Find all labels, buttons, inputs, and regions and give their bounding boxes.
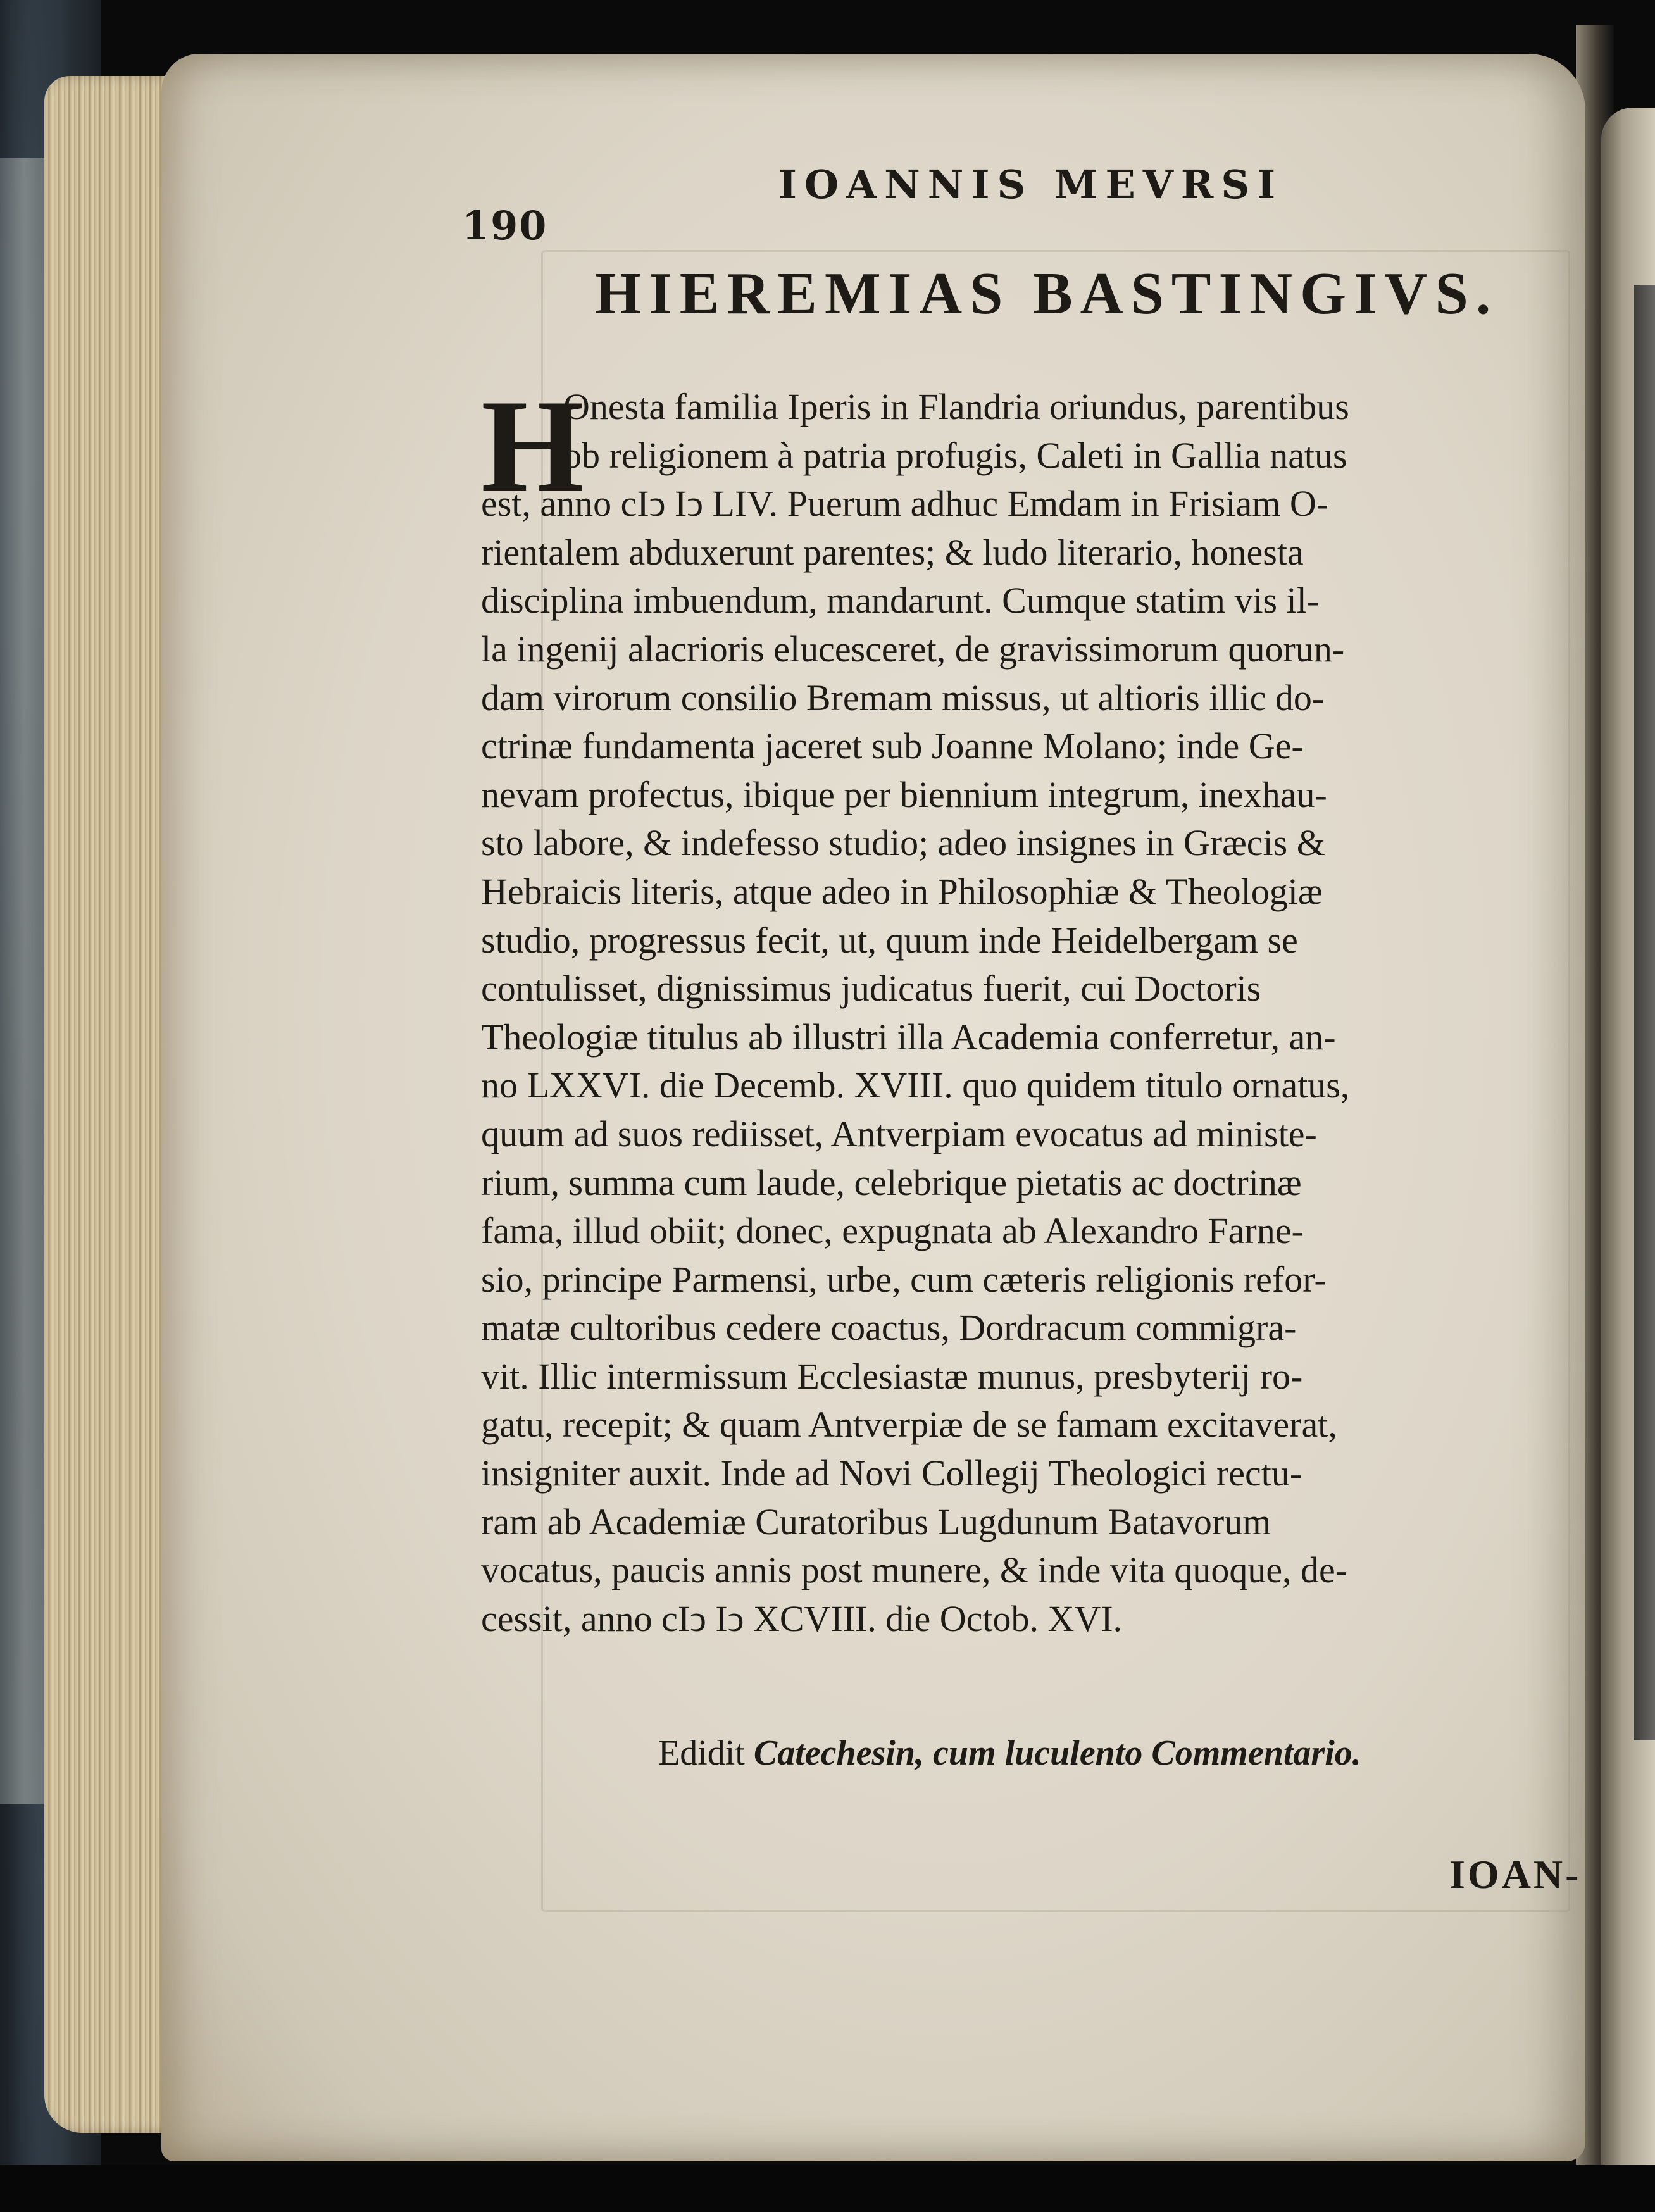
running-head (462, 152, 1386, 249)
body-line: ram ab Academiæ Curatoribus Lugdunum Batavorum (481, 1501, 1271, 1542)
body-line: dam virorum consilio Bremam missus, ut altioris illic do- (481, 677, 1325, 718)
edidit-note (658, 1733, 1361, 1773)
body-line: insigniter auxit. Inde ad Novi Collegij Theologici rectu- (481, 1453, 1302, 1494)
body-line: gatu, recepit; & quam Antverpiæ de se famam excitaverat, (481, 1404, 1337, 1446)
edidit-lead: Edidit (658, 1734, 754, 1773)
body-line: est, anno cIↄ Iↄ LIV. Puerum adhuc Emdam in Frisiam O- (481, 483, 1329, 525)
body-line: quum ad suos rediisset, Antverpiam evocatus ad ministe- (481, 1113, 1317, 1154)
edidit-work-title: Catechesin, cum luculento Commentario. (753, 1734, 1361, 1773)
body-line: cessit, anno cIↄ Iↄ XCVIII. die Octob. XVI. (481, 1597, 1123, 1639)
body-line: no LXXVI. die Decemb. XVIII. quo quidem titulo ornatus, (481, 1065, 1350, 1106)
body-line: ctrinæ fundamenta jaceret sub Joanne Molano; inde Ge- (481, 725, 1304, 767)
body-line: vit. Illic intermissum Ecclesiastæ munus, presbyterij ro- (481, 1355, 1303, 1397)
body-line: fama, illud obiit; donec, expugnata ab Alexandro Farne- (481, 1210, 1304, 1252)
body-line: nevam profectus, ibique per biennium integrum, inexhau- (481, 773, 1327, 815)
body-line: contulisset, dignissimus judicatus fuerit, cui Doctoris (481, 968, 1261, 1009)
body-line: rium, summa cum laude, celebrique pietatis ac doctrinæ (481, 1161, 1302, 1203)
bottom-shadow (0, 2165, 1655, 2212)
body-line: matæ cultoribus cedere coactus, Dordracum commigra- (481, 1307, 1297, 1349)
catchword: IOAN- (1449, 1852, 1582, 1897)
running-head-author: IOANNIS MEVRSI (778, 161, 1283, 208)
body-line: vocatus, paucis annis post munere, & inde vita quoque, de- (481, 1549, 1348, 1591)
article-title: HIEREMIAS BASTINGIVS. (595, 261, 1499, 327)
body-line: rientalem abduxerunt parentes; & ludo literario, honesta (481, 531, 1304, 573)
body-line: Hebraicis literis, atque adeo in Philosophiæ & Theologiæ (481, 870, 1323, 912)
drop-cap: H (481, 373, 585, 520)
body-line: sio, principe Parmensi, urbe, cum cæteris religionis refor- (481, 1258, 1327, 1300)
body-line: Onesta familia Iperis in Flandria oriundus, parentibus (563, 386, 1349, 427)
facing-page-shadow (1634, 285, 1655, 1740)
page-number: 190 (462, 203, 548, 249)
body-line: studio, progressus fecit, ut, quum inde Heidelbergam se (481, 919, 1298, 961)
body-line: ob religionem à patria profugis, Caleti in Gallia natus (563, 434, 1347, 476)
body-line: sto labore, & indefesso studio; adeo insignes in Græcis & (481, 822, 1325, 864)
body-line: la ingenij alacrioris elucesceret, de gravissimorum quorun- (481, 628, 1345, 670)
body-text (481, 373, 1557, 1643)
body-line: disciplina imbuendum, mandarunt. Cumque statim vis il- (481, 580, 1320, 622)
body-line: Theologiæ titulus ab illustri illa Academia conferretur, an- (481, 1016, 1336, 1058)
